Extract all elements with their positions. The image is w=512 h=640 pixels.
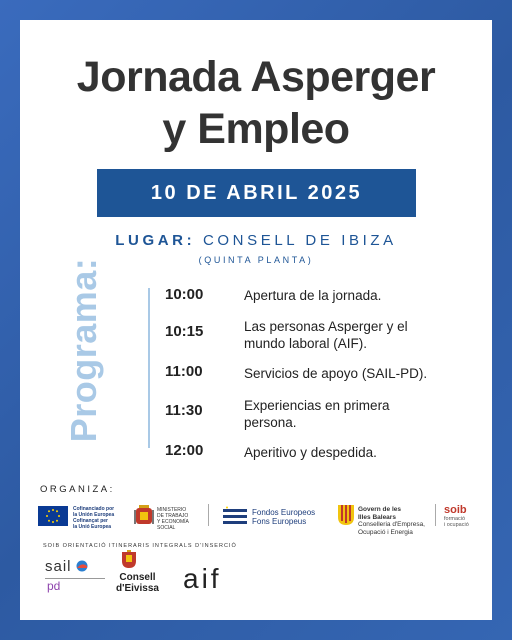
location-label: LUGAR: [115, 232, 196, 249]
spain-coat-of-arms-icon [133, 504, 155, 533]
program-time: 11:30 [165, 402, 203, 419]
soib-logo [444, 504, 469, 528]
logo-separator [208, 504, 209, 526]
program-divider [148, 288, 150, 448]
ministerio-text [157, 507, 207, 531]
govern-text [358, 506, 425, 536]
program-label: Programa: [63, 257, 104, 443]
program-time: 12:00 [165, 442, 204, 459]
fondos-text-2: Fons Europeus [252, 517, 307, 526]
sail-logo [45, 558, 88, 576]
eu-flag-icon [38, 506, 68, 526]
program-desc: Aperitivo y despedida. [244, 445, 377, 460]
eu-text [73, 506, 133, 530]
aif-logo [183, 564, 222, 594]
pd-logo [47, 580, 60, 592]
location-line [20, 232, 492, 249]
govern-text-2: Illes Balears [358, 513, 396, 521]
ministerio-text-2: DE TRABAJO [157, 513, 189, 519]
program-time: 10:15 [165, 323, 204, 340]
eu-logo [38, 506, 68, 531]
title-line-2: y Empleo [162, 105, 350, 153]
govern-text-1: Govern de les [358, 506, 401, 513]
soib-text-1: formació [444, 516, 466, 522]
logo-separator [435, 504, 436, 526]
consell-eivissa-crest-icon [122, 550, 136, 573]
govern-illes-balears-icon [338, 505, 354, 530]
program-desc: Experiencias en primera persona. [244, 398, 390, 430]
soib-program-text: SOIB ORIENTACIÓ ITINERARIS INTEGRALS D'INSERCIÓ [43, 543, 237, 549]
eu-text-2: la Unión Europea [73, 512, 115, 518]
soib-text-2: i ocupació [444, 522, 469, 528]
date-text: 10 DE ABRIL 2025 [150, 181, 363, 204]
eu-text-4: la Unió Europea [73, 524, 112, 530]
program-time: 11:00 [165, 363, 203, 380]
ministerio-text-3: Y ECONOMÍA SOCIAL [157, 519, 189, 531]
title-line-1: Jornada Asperger [76, 53, 436, 101]
soib-name: soib [444, 504, 467, 516]
eu-text-3: Cofinançat per [73, 518, 109, 524]
fondos-text [252, 508, 315, 526]
consell-text-2: d'Eivissa [116, 583, 159, 594]
poster-card [20, 20, 492, 620]
consell-eivissa-text [116, 572, 159, 594]
aif-name: aif [183, 563, 222, 594]
program-desc: Las personas Asperger y el mundo laboral (AIF). [244, 319, 408, 351]
program-desc: Servicios de apoyo (SAIL-PD). [244, 366, 428, 381]
govern-text-3: Conselleria d'Empresa, [358, 521, 425, 528]
location-floor: (QUINTA PLANTA) [198, 255, 314, 265]
consell-text-1: Consell [119, 572, 156, 583]
fondos-text-1: Fondos Europeos [252, 508, 316, 517]
date-banner [97, 169, 416, 217]
sail-circle-icon [76, 560, 88, 572]
pd-name: pd [47, 579, 61, 593]
program-desc: Apertura de la jornada. [244, 288, 382, 303]
sail-name: sail [45, 558, 72, 575]
location-value: CONSELL DE IBIZA [202, 232, 397, 249]
govern-text-4: Ocupació i Energia [358, 528, 413, 536]
eu-text-1: Cofinanciado por [73, 506, 115, 512]
program-time: 10:00 [165, 286, 204, 303]
ministerio-text-1: MINISTERIO [157, 507, 187, 513]
fondos-europeos-icon [223, 506, 247, 531]
organiza-label: ORGANIZA: [40, 484, 115, 495]
